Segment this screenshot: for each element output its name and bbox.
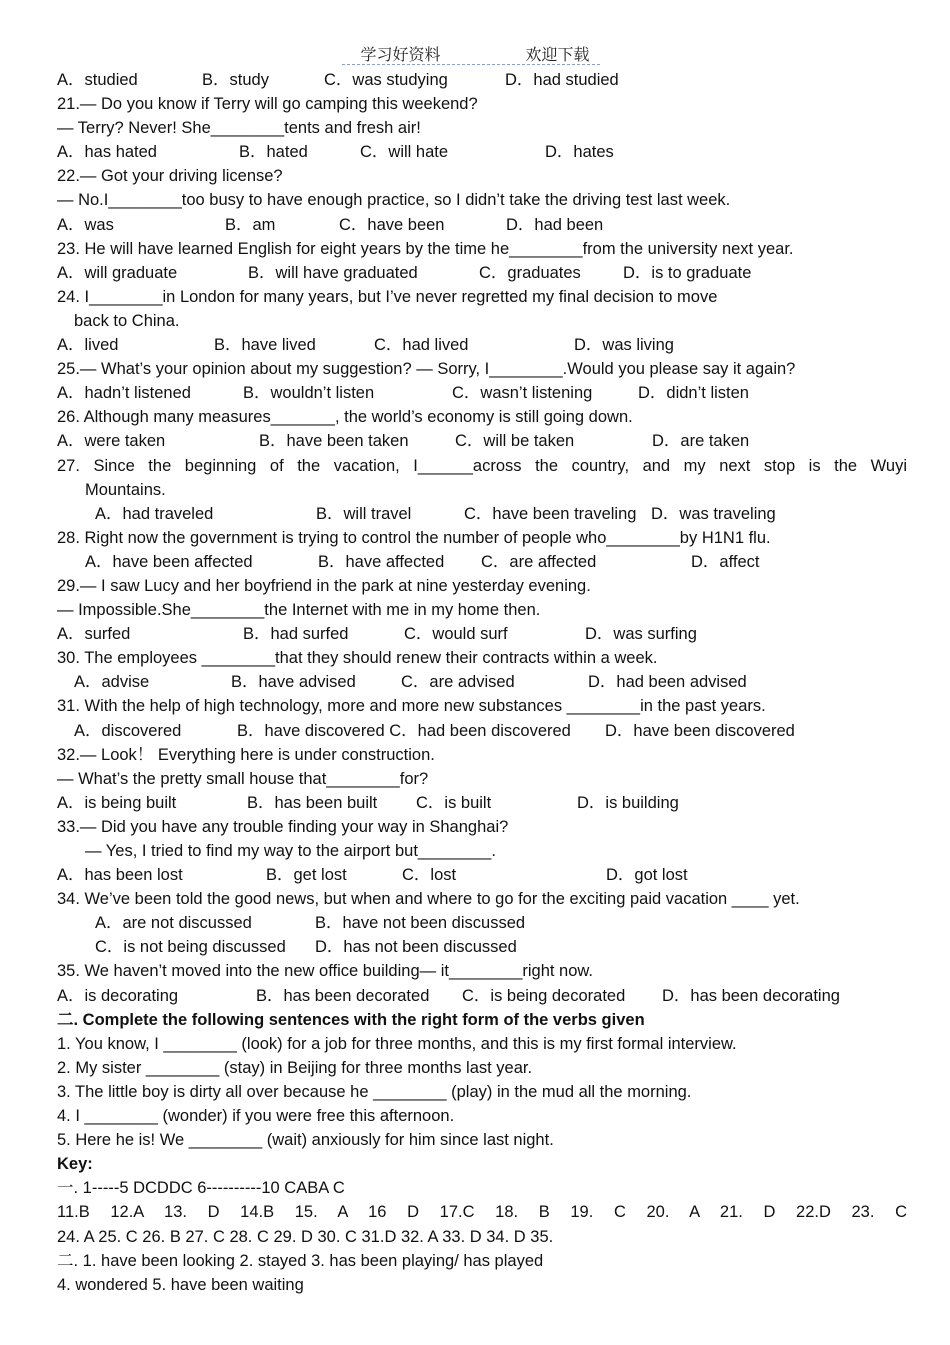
answer-option: C．are advised: [401, 673, 515, 692]
answer-option: B．has been decorated: [256, 986, 430, 1005]
text-line: 11.B 12.A 13. D 14.B 15. A 16 D 17.C 18. B 19. C 20. A 21. D 22.D 23. C: [57, 1203, 907, 1222]
answer-option: A．hadn’t listened: [57, 384, 191, 403]
text-line: 25.— What’s your opinion about my suggestion? — Sorry, I________.Would you please say it again?: [57, 360, 796, 379]
answer-option: B．get lost: [266, 866, 347, 885]
text-line: 35. We haven’t moved into the new office building— it________right now.: [57, 962, 593, 981]
answer-option: A．is decorating: [57, 986, 179, 1005]
answer-option: C．was studying: [324, 71, 448, 89]
answer-options: [57, 911, 907, 935]
answer-option: D．has been decorating: [662, 986, 840, 1005]
text-line: — No.I________too busy to have enough practice, so I didn’t take the driving test last week.: [57, 191, 731, 210]
text-line: 24. A 25. C 26. B 27. C 28. C 29. D 30. C 31.D 32. A 33. D 34. D 35.: [57, 1227, 554, 1246]
answer-option: C．is built: [416, 793, 492, 812]
answer-option: C．have been: [339, 215, 445, 234]
text-line: 21.— Do you know if Terry will go camping this weekend?: [57, 95, 478, 114]
text-line: 23. He will have learned English for eight years by the time he________from the university next year.: [57, 239, 794, 258]
answer-option: C．have been traveling: [464, 504, 637, 523]
answer-option: B．will travel: [316, 504, 412, 523]
text-line: — Terry? Never! She________tents and fresh air!: [57, 119, 421, 138]
text-line: 34. We’ve been told the good news, but when and where to go for the exciting paid vacation ____ yet.: [57, 890, 800, 909]
text-line: — What’s the pretty small house that________for?: [57, 769, 429, 788]
answer-option: B．have not been discussed: [315, 914, 526, 933]
answer-options: [57, 622, 907, 646]
text-line: 3. The little boy is dirty all over because he ________ (play) in the mud all the morning.: [57, 1082, 692, 1101]
text-line: 二. 1. have been looking 2. stayed 3. has been playing/ has played: [57, 1251, 544, 1270]
text-line: back to China.: [74, 311, 180, 330]
answer-option: A．studied: [57, 71, 138, 89]
answer-option: C．graduates: [479, 263, 581, 282]
answer-option: D．was surfing: [585, 625, 697, 644]
text-line: 2. My sister ________ (stay) in Beijing for three months last year.: [57, 1058, 533, 1077]
text-line: 24. I________in London for many years, but I’ve never regretted my final decision to move: [57, 287, 718, 306]
page-header: [0, 42, 950, 65]
text-line: 22.— Got your driving license?: [57, 167, 283, 186]
answer-options: [57, 261, 907, 285]
document-body: [57, 68, 907, 1297]
text-line: 27. Since the beginning of the vacation, I______across the country, and my next stop is the Wuyi: [57, 456, 907, 475]
answer-option: C．are affected: [481, 552, 597, 571]
answer-options: [57, 984, 907, 1008]
answer-option: A．surfed: [57, 625, 131, 644]
answer-option: C．had lived: [374, 336, 469, 355]
answer-option: B．wouldn’t listen: [243, 384, 375, 403]
answer-option: C．is not being discussed: [95, 938, 286, 957]
answer-option: D．had studied: [505, 71, 619, 89]
answer-option: A．has been lost: [57, 866, 183, 885]
answer-option: B．study: [202, 71, 269, 89]
answer-option: D．are taken: [652, 432, 750, 451]
answer-option: B．will have graduated: [248, 263, 418, 282]
answer-option: C．lost: [402, 866, 457, 885]
text-line: 一. 1-----5 DCDDC 6----------10 CABA C: [57, 1179, 345, 1198]
answer-option: D．had been advised: [588, 673, 747, 692]
answer-option: A．was: [57, 215, 114, 234]
text-line: — Yes, I tried to find my way to the airport but________.: [85, 842, 496, 860]
answer-options: [57, 381, 907, 405]
answer-option: B．have lived: [214, 336, 316, 355]
answer-option: C．wasn’t listening: [452, 384, 593, 403]
answer-options: [57, 670, 907, 694]
answer-options: [57, 935, 907, 959]
answer-option: B．had surfed: [243, 625, 349, 644]
answer-options: [57, 140, 907, 164]
text-line: 29.— I saw Lucy and her boyfriend in the park at nine yesterday evening.: [57, 576, 591, 595]
answer-option: D．has not been discussed: [315, 938, 517, 957]
text-line: Key:: [57, 1155, 93, 1174]
answer-option: D．hates: [545, 143, 614, 162]
text-line: 31. With the help of high technology, more and more new substances ________in the past years.: [57, 697, 766, 716]
answer-option: D．had been: [506, 215, 604, 234]
answer-option: A．is being built: [57, 793, 177, 812]
answer-option: C．will be taken: [455, 432, 575, 451]
text-line: 4. I ________ (wonder) if you were free this afternoon.: [57, 1107, 455, 1126]
text-line: 1. You know, I ________ (look) for a job for three months, and this is my first formal interview.: [57, 1034, 737, 1053]
header-divider: [342, 64, 600, 65]
answer-option: A．lived: [57, 336, 119, 355]
answer-options: [57, 550, 907, 574]
answer-option: D．have been discovered: [605, 721, 795, 740]
header-left: 学习好资料: [360, 45, 441, 64]
answer-option: A．will graduate: [57, 263, 178, 282]
answer-option: C．will hate: [360, 143, 449, 162]
answer-option: D．is to graduate: [623, 263, 752, 282]
answer-options: [57, 213, 907, 237]
answer-options: [57, 429, 907, 453]
answer-option: B．has been built: [247, 793, 378, 812]
text-line: 4. wondered 5. have been waiting: [57, 1275, 304, 1294]
answer-option: A．discovered: [74, 721, 182, 740]
text-line: 30. The employees ________that they should renew their contracts within a week.: [57, 649, 658, 668]
answer-option: D．was traveling: [651, 504, 776, 523]
answer-option: D．affect: [691, 552, 760, 571]
answer-option: D．got lost: [606, 866, 688, 885]
answer-option: A．are not discussed: [95, 914, 252, 933]
answer-options: [57, 502, 907, 526]
text-line: 二. Complete the following sentences with the right form of the verbs given: [57, 1010, 645, 1029]
answer-options: [57, 791, 907, 815]
answer-option: B．have affected: [318, 552, 445, 571]
answer-option: B．have advised: [231, 673, 356, 692]
answer-option: A．advise: [74, 673, 150, 692]
answer-option: C．is being decorated: [462, 986, 626, 1005]
text-line: 5. Here he is! We ________ (wait) anxiously for him since last night.: [57, 1131, 554, 1150]
answer-option: B．am: [225, 215, 276, 234]
answer-option: D．was living: [574, 336, 674, 355]
text-line: 26. Although many measures_______, the world’s economy is still going down.: [57, 408, 633, 427]
answer-option: D．is building: [577, 793, 679, 812]
answer-option: B．hated: [239, 143, 308, 162]
text-line: Mountains.: [85, 480, 166, 499]
answer-option: A．has hated: [57, 143, 157, 162]
header-right: 欢迎下载: [525, 45, 590, 64]
answer-options: [57, 68, 907, 92]
answer-options: [57, 333, 907, 357]
answer-option: D．didn’t listen: [638, 384, 749, 403]
text-line: — Impossible.She________the Internet with me in my home then.: [57, 601, 541, 620]
text-line: 32.— Look！ Everything here is under construction.: [57, 745, 435, 764]
answer-option: A．have been affected: [85, 552, 253, 571]
answer-option: A．had traveled: [95, 504, 214, 523]
answer-option: B．have discovered C．had been discovered: [237, 721, 571, 740]
answer-option: B．have been taken: [259, 432, 409, 451]
answer-option: A．were taken: [57, 432, 166, 451]
text-line: 33.— Did you have any trouble finding your way in Shanghai?: [57, 817, 509, 836]
answer-options: [57, 719, 907, 743]
answer-options: [57, 863, 907, 887]
answer-option: C．would surf: [404, 625, 508, 644]
text-line: 28. Right now the government is trying to control the number of people who________by H1N1 flu.: [57, 528, 771, 547]
